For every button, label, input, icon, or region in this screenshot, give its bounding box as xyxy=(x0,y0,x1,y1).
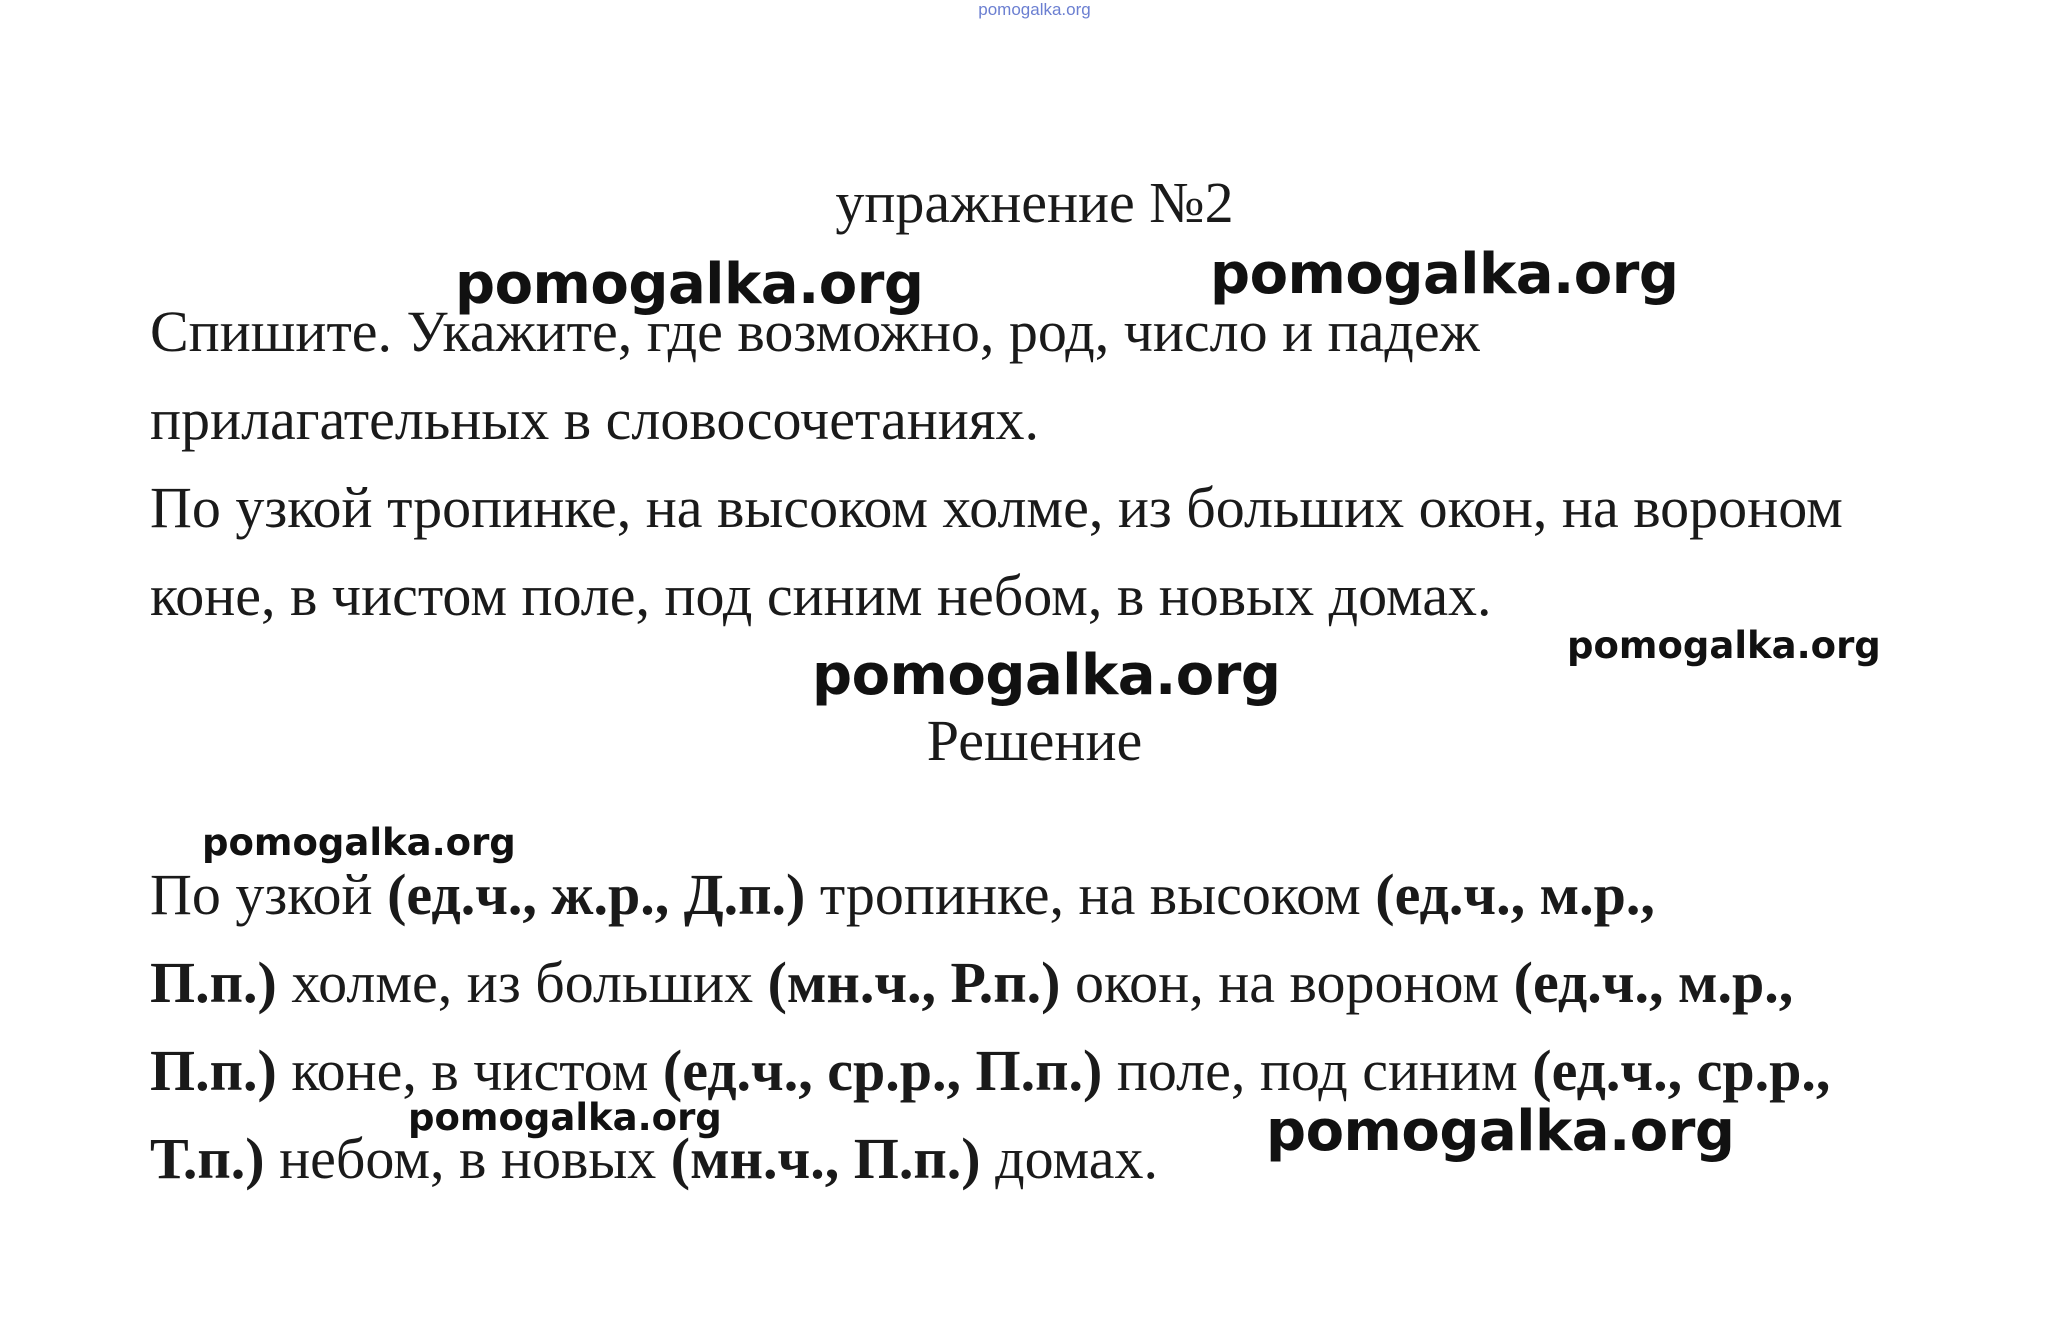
solution-line-3 xyxy=(150,1036,1830,1106)
watermark: pomogalka.org xyxy=(1210,242,1679,307)
solution-text: коне, в чистом xyxy=(276,1038,663,1103)
solution-grammar-tag: (ед.ч., ср.р., xyxy=(1532,1038,1831,1103)
solution-heading: Решение xyxy=(926,708,1143,773)
task-line-4: коне, в чистом поле, под синим небом, в новых домах. xyxy=(150,563,1492,628)
solution-grammar-tag: П.п.) xyxy=(150,950,277,1015)
solution-grammar-tag: Т.п.) xyxy=(150,1126,265,1191)
watermark: pomogalka.org xyxy=(408,1096,722,1139)
solution-text: домах. xyxy=(980,1126,1159,1191)
task-line-2: прилагательных в словосочетаниях. xyxy=(150,387,1040,452)
solution-grammar-tag: (ед.ч., ср.р., П.п.) xyxy=(662,1038,1103,1103)
solution-text: тропинке, на высоком xyxy=(805,862,1376,927)
solution-grammar-tag: П.п.) xyxy=(150,1038,277,1103)
exercise-title: упражнение №2 xyxy=(835,170,1234,235)
task-line-1: Спишите. Укажите, где возможно, род, число и падеж xyxy=(150,299,1480,364)
solution-grammar-tag: (мн.ч., Р.п.) xyxy=(767,950,1061,1015)
solution-grammar-tag: (ед.ч., ж.р., Д.п.) xyxy=(387,862,806,927)
task-line-3: По узкой тропинке, на высоком холме, из больших окон, на вороном xyxy=(150,475,1843,540)
solution-line-1 xyxy=(150,860,1655,930)
watermark: pomogalka.org xyxy=(455,252,924,317)
solution-text: небом, в новых xyxy=(264,1126,671,1191)
solution-grammar-tag: (ед.ч., м.р., xyxy=(1375,862,1655,927)
top-watermark: pomogalka.org xyxy=(978,0,1091,19)
watermark: pomogalka.org xyxy=(812,643,1281,708)
watermark: pomogalka.org xyxy=(1266,1099,1735,1164)
watermark: pomogalka.org xyxy=(1567,624,1881,667)
solution-text: поле, под синим xyxy=(1102,1038,1533,1103)
solution-text: По узкой xyxy=(150,862,388,927)
solution-grammar-tag: (ед.ч., м.р., xyxy=(1513,950,1794,1015)
watermark: pomogalka.org xyxy=(202,821,516,864)
solution-text: холме, из больших xyxy=(276,950,768,1015)
solution-line-2 xyxy=(150,948,1793,1018)
solution-grammar-tag: (мн.ч., П.п.) xyxy=(670,1126,981,1191)
solution-text: окон, на вороном xyxy=(1060,950,1514,1015)
